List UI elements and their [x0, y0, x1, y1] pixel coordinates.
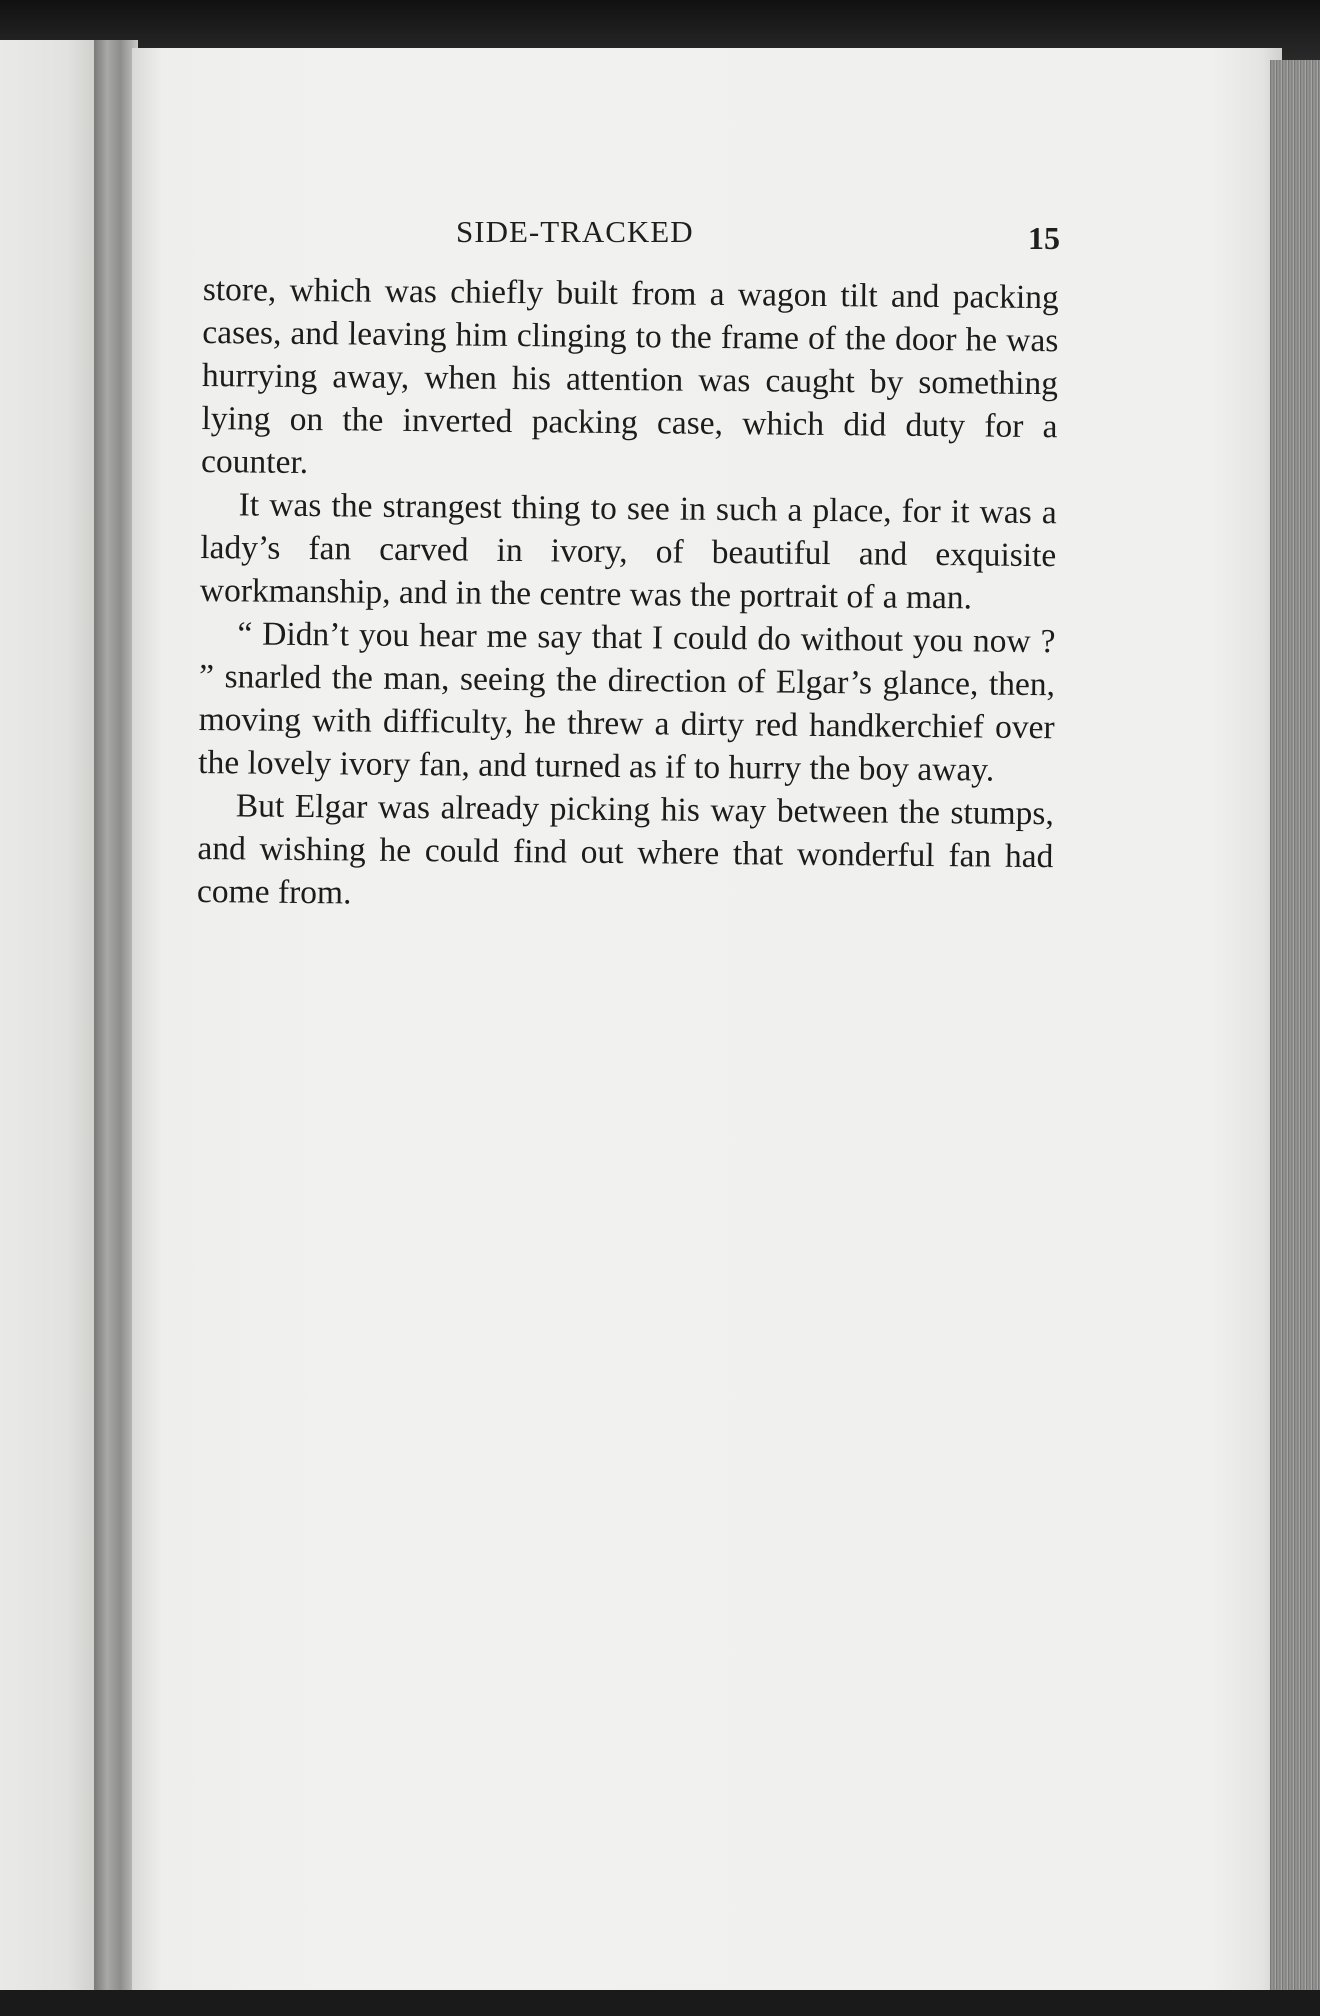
- scanner-bottom-edge: [0, 1990, 1320, 2016]
- page-stack-edge: [1270, 60, 1320, 2016]
- body-text: [197, 268, 1059, 921]
- paragraph-1: store, which was chiefly built from a wagon tilt and packing cases, and leaving him clinging to the frame of the door he was hurrying away, when his attention was caught by something lying on the inverted packing case, which did duty for a counter.: [200, 270, 1059, 482]
- previous-page-edge: [0, 40, 96, 2016]
- paragraph-2: It was the strangest thing to see in such a place, for it was a lady’s fan carved in ivory, of beautiful and exquisite workmanship, and in the centre was the portrait of a man.: [199, 486, 1057, 617]
- page-number: 15: [1028, 220, 1060, 256]
- paragraph-4: But Elgar was already picking his way between the stumps, and wishing he could find out where that wonderful fan had come from.: [196, 787, 1054, 912]
- paragraph-3: “ Didn’t you hear me say that I could do without you now ? ” snarled the man, seeing the direction of Elgar’s glance, then, moving with difficulty, he threw a dirty red handkerchief over the lovely ivory fan, and turned as if to hurry the boy away.: [198, 615, 1056, 789]
- page-header: [200, 210, 1060, 260]
- running-head: SIDE-TRACKED: [456, 214, 694, 249]
